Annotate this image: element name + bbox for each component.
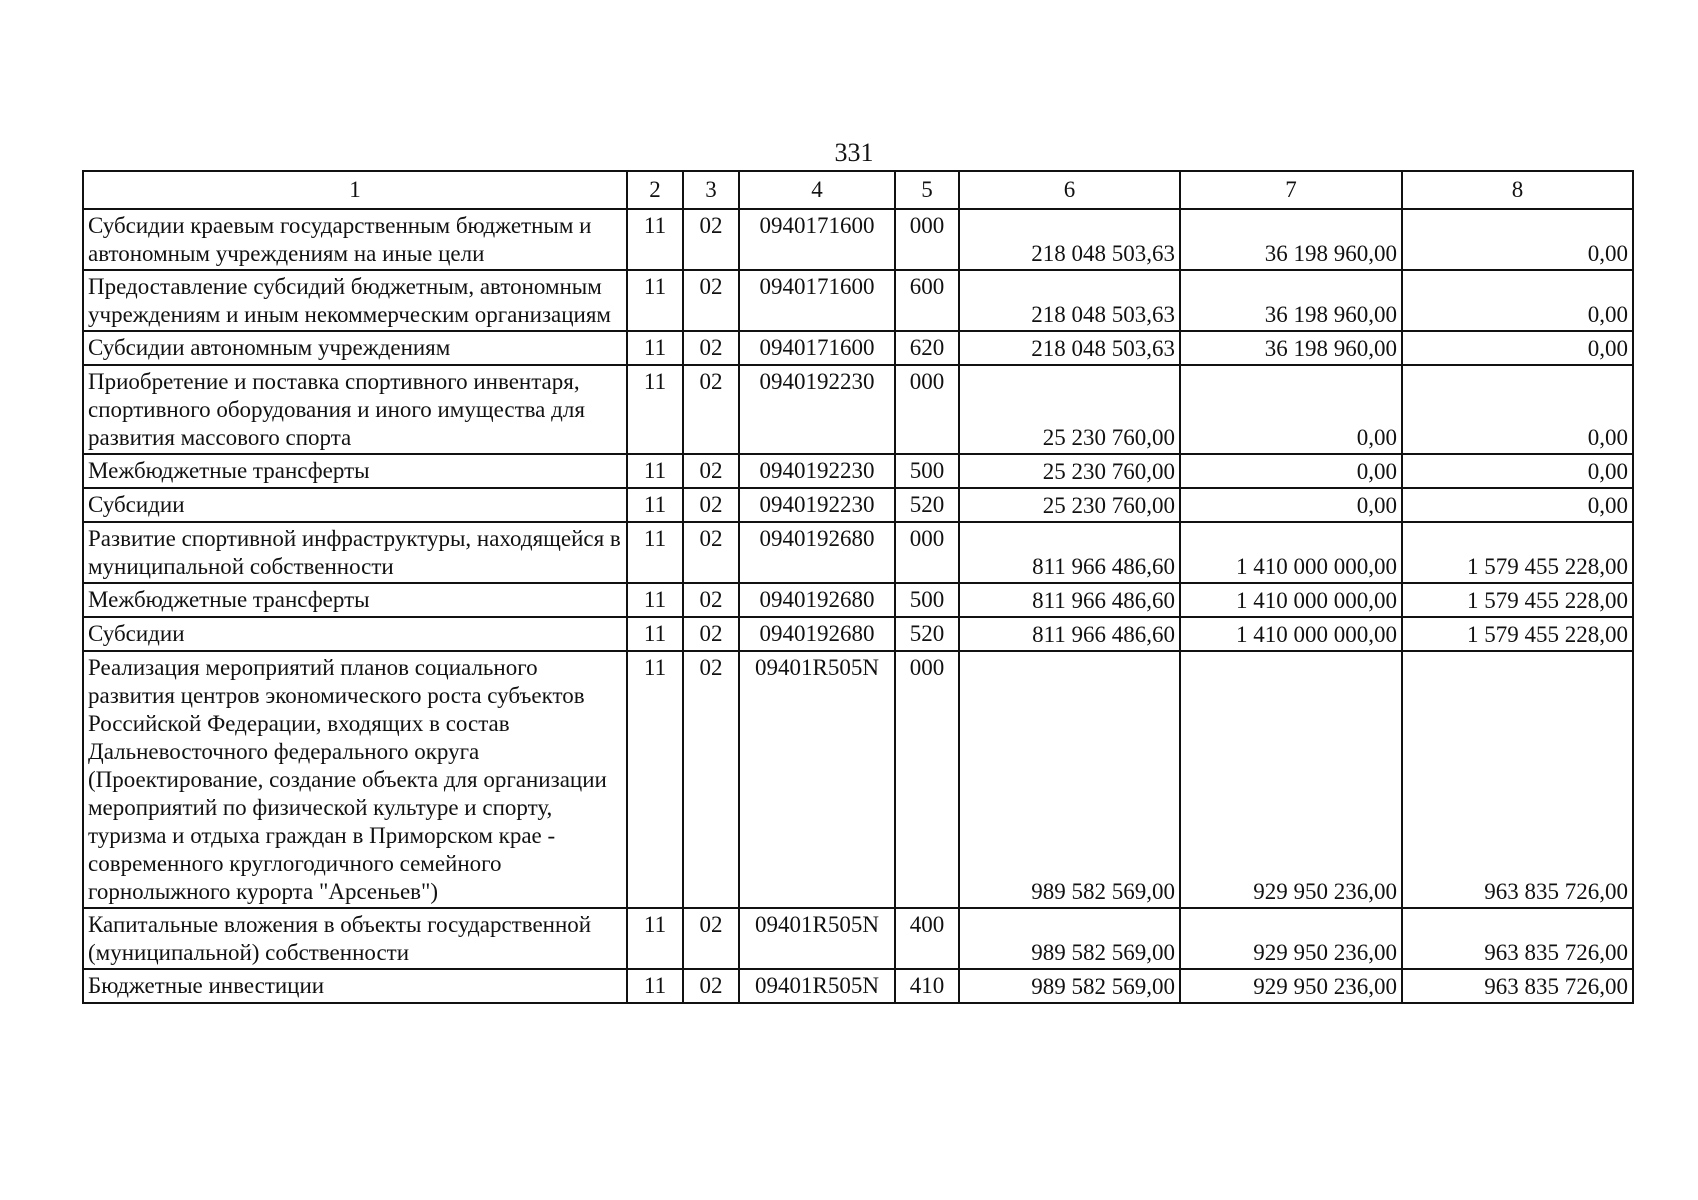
amount-col-7-cell: 929 950 236,00 [1180, 969, 1402, 1003]
row-name-cell: Субсидии автономным учреждениям [83, 331, 627, 365]
row-name-cell: Субсидии [83, 488, 627, 522]
row-name-cell: Приобретение и поставка спортивного инвентаря, спортивного оборудования и иного имущества для развития массового спорта [83, 365, 627, 454]
section-cell: 11 [627, 365, 683, 454]
table-header-row [83, 171, 1633, 209]
amount-col-6-cell: 811 966 486,60 [959, 617, 1180, 651]
subsection-cell: 02 [683, 651, 739, 908]
amount-col-7-cell: 1 410 000 000,00 [1180, 522, 1402, 583]
table-row [83, 651, 1633, 908]
section-cell: 11 [627, 908, 683, 969]
section-cell: 11 [627, 331, 683, 365]
amount-col-6-cell: 989 582 569,00 [959, 651, 1180, 908]
amount-col-7-cell: 0,00 [1180, 365, 1402, 454]
table-row [83, 908, 1633, 969]
amount-col-7-cell: 929 950 236,00 [1180, 651, 1402, 908]
amount-col-6-cell: 25 230 760,00 [959, 488, 1180, 522]
subsection-cell: 02 [683, 617, 739, 651]
target-article-cell: 09401R505N [739, 969, 895, 1003]
row-name-cell: Предоставление субсидий бюджетным, автономным учреждениям и иным некоммерческим организациям [83, 270, 627, 331]
amount-col-7-cell: 36 198 960,00 [1180, 331, 1402, 365]
expense-type-cell: 620 [895, 331, 959, 365]
amount-col-7-cell: 0,00 [1180, 488, 1402, 522]
column-header-8: 8 [1402, 171, 1633, 209]
target-article-cell: 09401R505N [739, 908, 895, 969]
subsection-cell: 02 [683, 209, 739, 270]
amount-col-8-cell: 1 579 455 228,00 [1402, 583, 1633, 617]
amount-col-6-cell: 989 582 569,00 [959, 969, 1180, 1003]
table-row [83, 969, 1633, 1003]
amount-col-8-cell: 0,00 [1402, 270, 1633, 331]
section-cell: 11 [627, 488, 683, 522]
section-cell: 11 [627, 454, 683, 488]
expense-type-cell: 400 [895, 908, 959, 969]
amount-col-8-cell: 963 835 726,00 [1402, 651, 1633, 908]
subsection-cell: 02 [683, 488, 739, 522]
subsection-cell: 02 [683, 583, 739, 617]
target-article-cell: 0940171600 [739, 270, 895, 331]
expense-type-cell: 520 [895, 617, 959, 651]
column-header-1: 1 [83, 171, 627, 209]
subsection-cell: 02 [683, 365, 739, 454]
target-article-cell: 0940192230 [739, 454, 895, 488]
subsection-cell: 02 [683, 969, 739, 1003]
subsection-cell: 02 [683, 270, 739, 331]
table-row [83, 488, 1633, 522]
column-header-3: 3 [683, 171, 739, 209]
subsection-cell: 02 [683, 522, 739, 583]
target-article-cell: 0940171600 [739, 331, 895, 365]
target-article-cell: 09401R505N [739, 651, 895, 908]
section-cell: 11 [627, 270, 683, 331]
expense-type-cell: 000 [895, 651, 959, 908]
budget-table [82, 170, 1634, 1004]
section-cell: 11 [627, 522, 683, 583]
target-article-cell: 0940192230 [739, 365, 895, 454]
section-cell: 11 [627, 583, 683, 617]
amount-col-8-cell: 0,00 [1402, 365, 1633, 454]
expense-type-cell: 000 [895, 209, 959, 270]
amount-col-7-cell: 1 410 000 000,00 [1180, 583, 1402, 617]
column-header-2: 2 [627, 171, 683, 209]
row-name-cell: Субсидии [83, 617, 627, 651]
expense-type-cell: 000 [895, 365, 959, 454]
subsection-cell: 02 [683, 908, 739, 969]
table-row [83, 365, 1633, 454]
amount-col-8-cell: 1 579 455 228,00 [1402, 522, 1633, 583]
amount-col-8-cell: 0,00 [1402, 488, 1633, 522]
amount-col-6-cell: 989 582 569,00 [959, 908, 1180, 969]
row-name-cell: Бюджетные инвестиции [83, 969, 627, 1003]
table-row [83, 270, 1633, 331]
row-name-cell: Межбюджетные трансферты [83, 454, 627, 488]
subsection-cell: 02 [683, 331, 739, 365]
expense-type-cell: 000 [895, 522, 959, 583]
amount-col-7-cell: 1 410 000 000,00 [1180, 617, 1402, 651]
amount-col-6-cell: 218 048 503,63 [959, 209, 1180, 270]
target-article-cell: 0940171600 [739, 209, 895, 270]
target-article-cell: 0940192680 [739, 583, 895, 617]
row-name-cell: Развитие спортивной инфраструктуры, находящейся в муниципальной собственности [83, 522, 627, 583]
amount-col-7-cell: 36 198 960,00 [1180, 270, 1402, 331]
amount-col-7-cell: 929 950 236,00 [1180, 908, 1402, 969]
page-number: 331 [834, 138, 874, 167]
expense-type-cell: 410 [895, 969, 959, 1003]
amount-col-7-cell: 0,00 [1180, 454, 1402, 488]
amount-col-6-cell: 25 230 760,00 [959, 454, 1180, 488]
column-header-4: 4 [739, 171, 895, 209]
section-cell: 11 [627, 617, 683, 651]
table-row [83, 617, 1633, 651]
amount-col-6-cell: 218 048 503,63 [959, 331, 1180, 365]
section-cell: 11 [627, 969, 683, 1003]
amount-col-8-cell: 963 835 726,00 [1402, 969, 1633, 1003]
expense-type-cell: 600 [895, 270, 959, 331]
column-header-5: 5 [895, 171, 959, 209]
amount-col-6-cell: 811 966 486,60 [959, 522, 1180, 583]
expense-type-cell: 500 [895, 583, 959, 617]
amount-col-8-cell: 963 835 726,00 [1402, 908, 1633, 969]
amount-col-8-cell: 0,00 [1402, 331, 1633, 365]
subsection-cell: 02 [683, 454, 739, 488]
row-name-cell: Реализация мероприятий планов социального развития центров экономического роста субъектов Российской Федерации, входящих в состав Дальневосточного федерального округа (Проектирование, создание объекта для организации мероприятий по физической культуре и спорту, туризма и отдыха граждан в Приморском крае - современного круглогодичного семейного горнолыжного курорта "Арсеньев") [83, 651, 627, 908]
amount-col-8-cell: 1 579 455 228,00 [1402, 617, 1633, 651]
section-cell: 11 [627, 209, 683, 270]
amount-col-6-cell: 811 966 486,60 [959, 583, 1180, 617]
section-cell: 11 [627, 651, 683, 908]
target-article-cell: 0940192680 [739, 522, 895, 583]
amount-col-8-cell: 0,00 [1402, 209, 1633, 270]
table-row [83, 209, 1633, 270]
column-header-7: 7 [1180, 171, 1402, 209]
row-name-cell: Межбюджетные трансферты [83, 583, 627, 617]
table-row [83, 454, 1633, 488]
table-row [83, 583, 1633, 617]
row-name-cell: Капитальные вложения в объекты государственной (муниципальной) собственности [83, 908, 627, 969]
expense-type-cell: 500 [895, 454, 959, 488]
amount-col-7-cell: 36 198 960,00 [1180, 209, 1402, 270]
row-name-cell: Субсидии краевым государственным бюджетным и автономным учреждениям на иные цели [83, 209, 627, 270]
amount-col-6-cell: 25 230 760,00 [959, 365, 1180, 454]
amount-col-6-cell: 218 048 503,63 [959, 270, 1180, 331]
target-article-cell: 0940192680 [739, 617, 895, 651]
expense-type-cell: 520 [895, 488, 959, 522]
column-header-6: 6 [959, 171, 1180, 209]
target-article-cell: 0940192230 [739, 488, 895, 522]
table-row [83, 331, 1633, 365]
amount-col-8-cell: 0,00 [1402, 454, 1633, 488]
table-row [83, 522, 1633, 583]
